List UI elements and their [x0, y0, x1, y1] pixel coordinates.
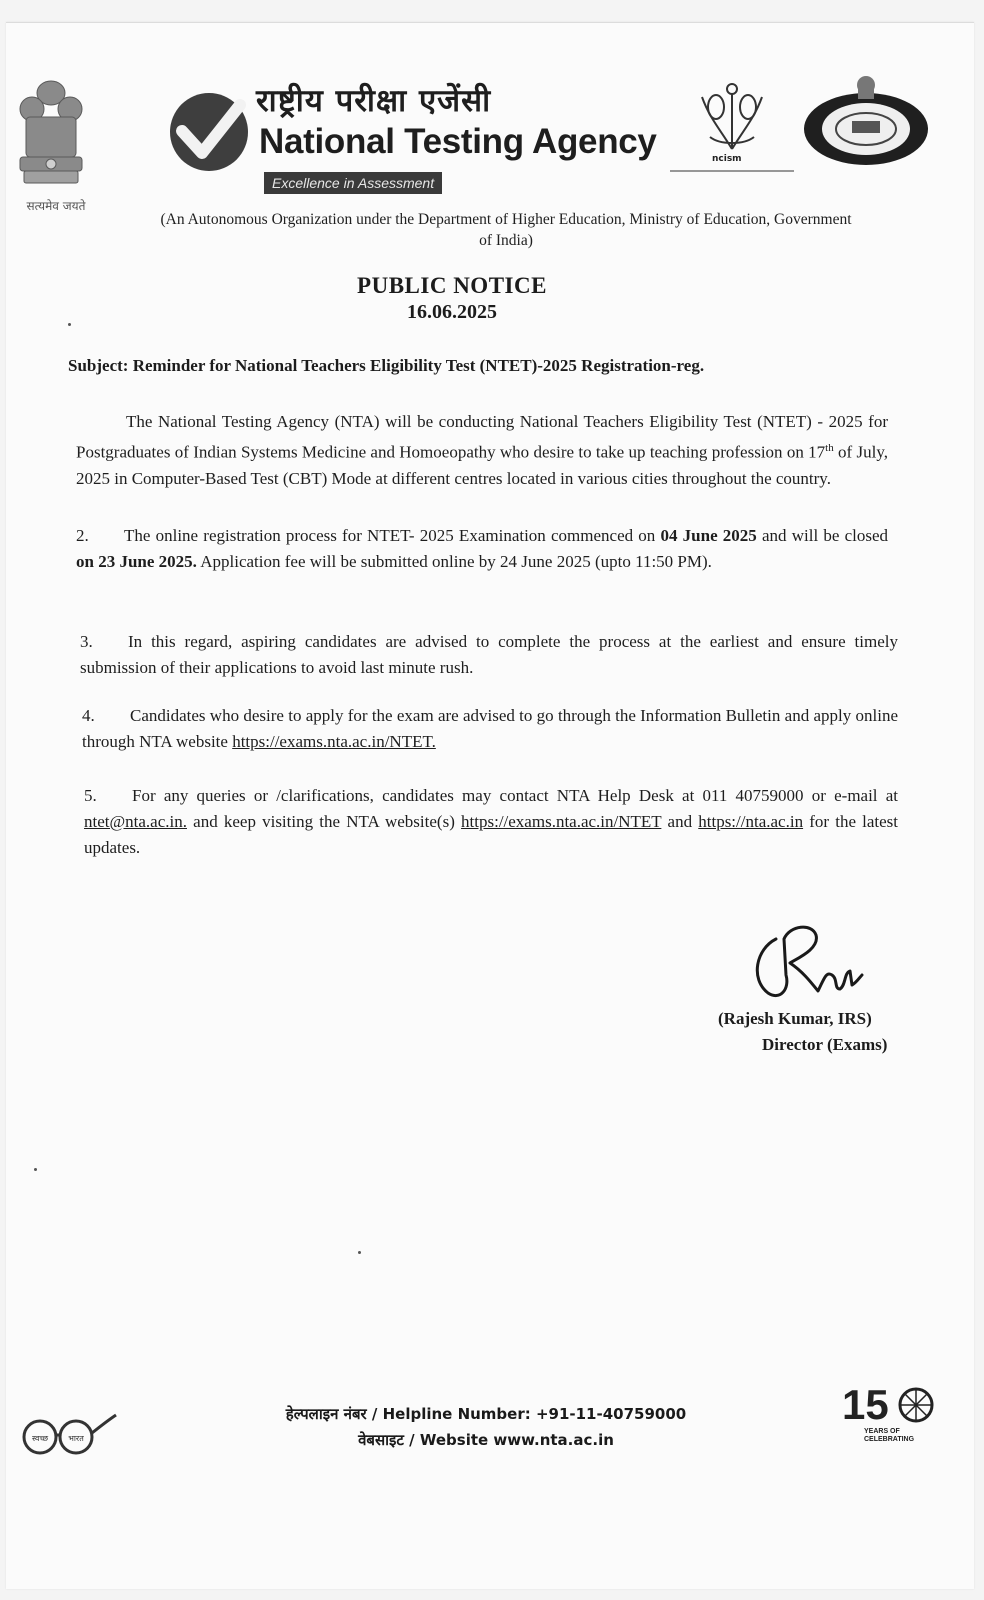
- paragraph-number: 2.: [76, 526, 89, 545]
- ntet-website-link[interactable]: https://exams.nta.ac.in/NTET: [461, 812, 662, 831]
- handwritten-signature-icon: [746, 919, 866, 1009]
- org-name-english: National Testing Agency: [259, 122, 657, 161]
- scan-speck: [358, 1251, 361, 1254]
- emblem-motto: सत्यमेव जयते: [26, 199, 86, 213]
- paragraph-2-text-a: The online registration process for NTET- 2025 Examination commenced on: [124, 526, 661, 545]
- paragraph-5-text-b: and keep visiting the NTA website(s): [186, 812, 462, 831]
- signatory-name: (Rajesh Kumar, IRS): [718, 1009, 872, 1028]
- org-tagline: Excellence in Assessment: [264, 172, 442, 194]
- paragraph-number: 5.: [84, 786, 97, 805]
- paragraph-2-text-c: Application fee will be submitted online by 24 June 2025 (upto 11:50 PM).: [196, 552, 712, 571]
- paragraph-5-text-a: For any queries or /clarifications, candidates may contact NTA Help Desk at 011 40759000 or e-mail at: [132, 786, 898, 805]
- swachh-bharat-glasses-icon: [16, 1407, 120, 1463]
- nch-commission-seal-icon: [800, 71, 932, 167]
- paragraph-1: [76, 409, 888, 492]
- paragraph-5: [84, 783, 898, 861]
- ntet-website-link[interactable]: https://exams.nta.ac.in/NTET.: [232, 732, 436, 751]
- nta-checkmark-logo-icon: [168, 91, 250, 173]
- registration-start-date: 04 June 2025: [660, 526, 757, 545]
- org-description: (An Autonomous Organization under the Department of Higher Education, Ministry of Education, Government of India): [160, 211, 852, 249]
- paragraph-2-text-b: and will be closed: [756, 526, 888, 545]
- paragraph-5-text-d: for the latest updates.: [84, 812, 899, 857]
- paragraph-4: [82, 703, 898, 755]
- notice-title: PUBLIC NOTICE: [357, 273, 547, 298]
- scan-speck: [68, 323, 71, 326]
- paragraph-3: [80, 629, 898, 681]
- scan-speck: [34, 1168, 37, 1171]
- 150-years-celebration-logo-icon: [838, 1375, 942, 1445]
- svg-text:स्वच्छ: स्वच्छ: [31, 1434, 49, 1443]
- svg-text:CELEBRATING: CELEBRATING: [864, 1436, 915, 1443]
- signatory-designation: Director (Exams): [762, 1035, 888, 1054]
- paragraph-1-text-a: The National Testing Agency (NTA) will be conducting National Teachers Eligibility Test (NTET) - 2025 for Postgraduates of Indian Systems Medicine and Homoeopathy who desire to take up teaching profession on 17: [76, 412, 888, 462]
- ncism-label: ncism: [712, 154, 742, 164]
- notice-subject: Subject: Reminder for National Teachers Eligibility Test (NTET)-2025 Registration-reg.: [68, 356, 705, 375]
- registration-end-date: on 23 June 2025.: [76, 552, 197, 571]
- svg-text:15: 15: [842, 1381, 889, 1428]
- nta-website-link[interactable]: https://nta.ac.in: [698, 812, 804, 831]
- footer-website: वेबसाइट / Website www.nta.ac.in: [358, 1431, 614, 1449]
- paragraph-1-text-b: of July, 2025 in Computer-Based Test (CBT) Mode at different centres located in various cities throughout the country.: [76, 442, 888, 488]
- paragraph-3-text: In this regard, aspiring candidates are advised to complete the process at the earliest and ensure timely submission of their applications to avoid last minute rush.: [80, 632, 898, 677]
- org-name-hindi: राष्ट्रीय परीक्षा एजेंसी: [256, 83, 492, 119]
- svg-text:YEARS OF: YEARS OF: [864, 1428, 900, 1435]
- paragraph-number: 3.: [80, 632, 93, 651]
- paragraph-4-text: Candidates who desire to apply for the exam are advised to go through the Information Bulletin and apply online through NTA website: [82, 706, 898, 751]
- svg-text:भारत: भारत: [68, 1434, 84, 1443]
- paragraph-number: 4.: [82, 706, 95, 725]
- notice-page: [6, 22, 974, 1589]
- notice-date: 16.06.2025: [407, 301, 497, 323]
- help-email-link[interactable]: ntet@nta.ac.in.: [84, 812, 187, 831]
- ordinal-suffix: th: [825, 442, 834, 454]
- paragraph-5-text-c: and: [661, 812, 699, 831]
- paragraph-2: [76, 523, 888, 575]
- footer-helpline: हेल्पलाइन नंबर / Helpline Number: +91-11-40759000: [285, 1405, 687, 1423]
